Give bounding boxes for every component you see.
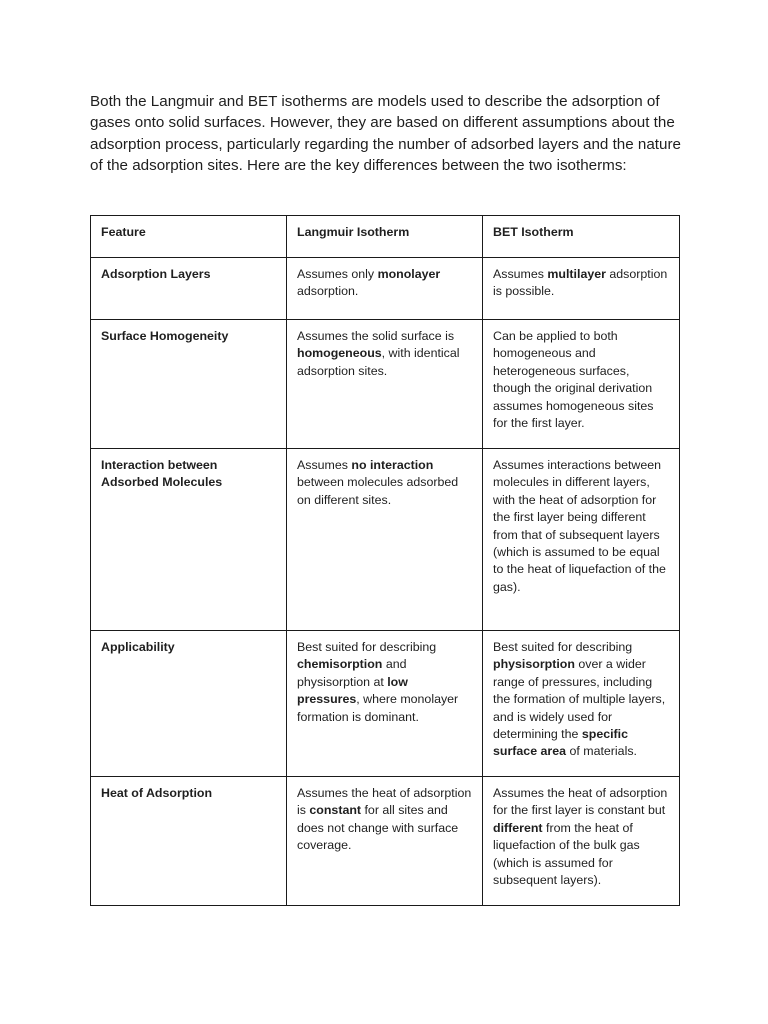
feature-cell: Heat of Adsorption (91, 777, 287, 906)
feature-cell: Interaction between Adsorbed Molecules (91, 449, 287, 631)
bet-cell: Assumes multilayer adsorption is possible. (483, 258, 680, 320)
langmuir-cell: Assumes only monolayer adsorption. (287, 258, 483, 320)
langmuir-cell: Best suited for describing chemisorption and physisorption at low pressures, where monolayer formation is dominant. (287, 631, 483, 777)
comparison-table (90, 215, 680, 906)
header-bet: BET Isotherm (483, 216, 680, 258)
intro-paragraph: Both the Langmuir and BET isotherms are models used to describe the adsorption of gases onto solid surfaces. However, they are based on different assumptions about the adsorption process, particularly regarding the number of adsorbed layers and the nature of the adsorption sites. Here are the key differences between the two isotherms: (90, 93, 681, 174)
bet-cell: Can be applied to both homogeneous and heterogeneous surfaces, though the original derivation assumes homogeneous sites for the first layer. (483, 320, 680, 449)
feature-cell: Applicability (91, 631, 287, 777)
bet-cell: Assumes interactions between molecules in different layers, with the heat of adsorption for the first layer being different from that of subsequent layers (which is assumed to be equal to the heat of liquefaction of the gas). (483, 449, 680, 631)
table-header-row (91, 216, 680, 258)
header-langmuir: Langmuir Isotherm (287, 216, 483, 258)
langmuir-cell: Assumes the heat of adsorption is constant for all sites and does not change with surface coverage. (287, 777, 483, 906)
langmuir-cell: Assumes no interaction between molecules adsorbed on different sites. (287, 449, 483, 631)
langmuir-cell: Assumes the solid surface is homogeneous, with identical adsorption sites. (287, 320, 483, 449)
table-row (91, 258, 680, 320)
table-row (91, 777, 680, 906)
table-row (91, 449, 680, 631)
header-feature: Feature (91, 216, 287, 258)
feature-cell: Adsorption Layers (91, 258, 287, 320)
bet-cell: Assumes the heat of adsorption for the first layer is constant but different from the heat of liquefaction of the bulk gas (which is assumed for subsequent layers). (483, 777, 680, 906)
table-row (91, 631, 680, 777)
bet-cell: Best suited for describing physisorption over a wider range of pressures, including the formation of multiple layers, and is widely used for determining the specific surface area of materials. (483, 631, 680, 777)
table-row (91, 320, 680, 449)
feature-cell: Surface Homogeneity (91, 320, 287, 449)
